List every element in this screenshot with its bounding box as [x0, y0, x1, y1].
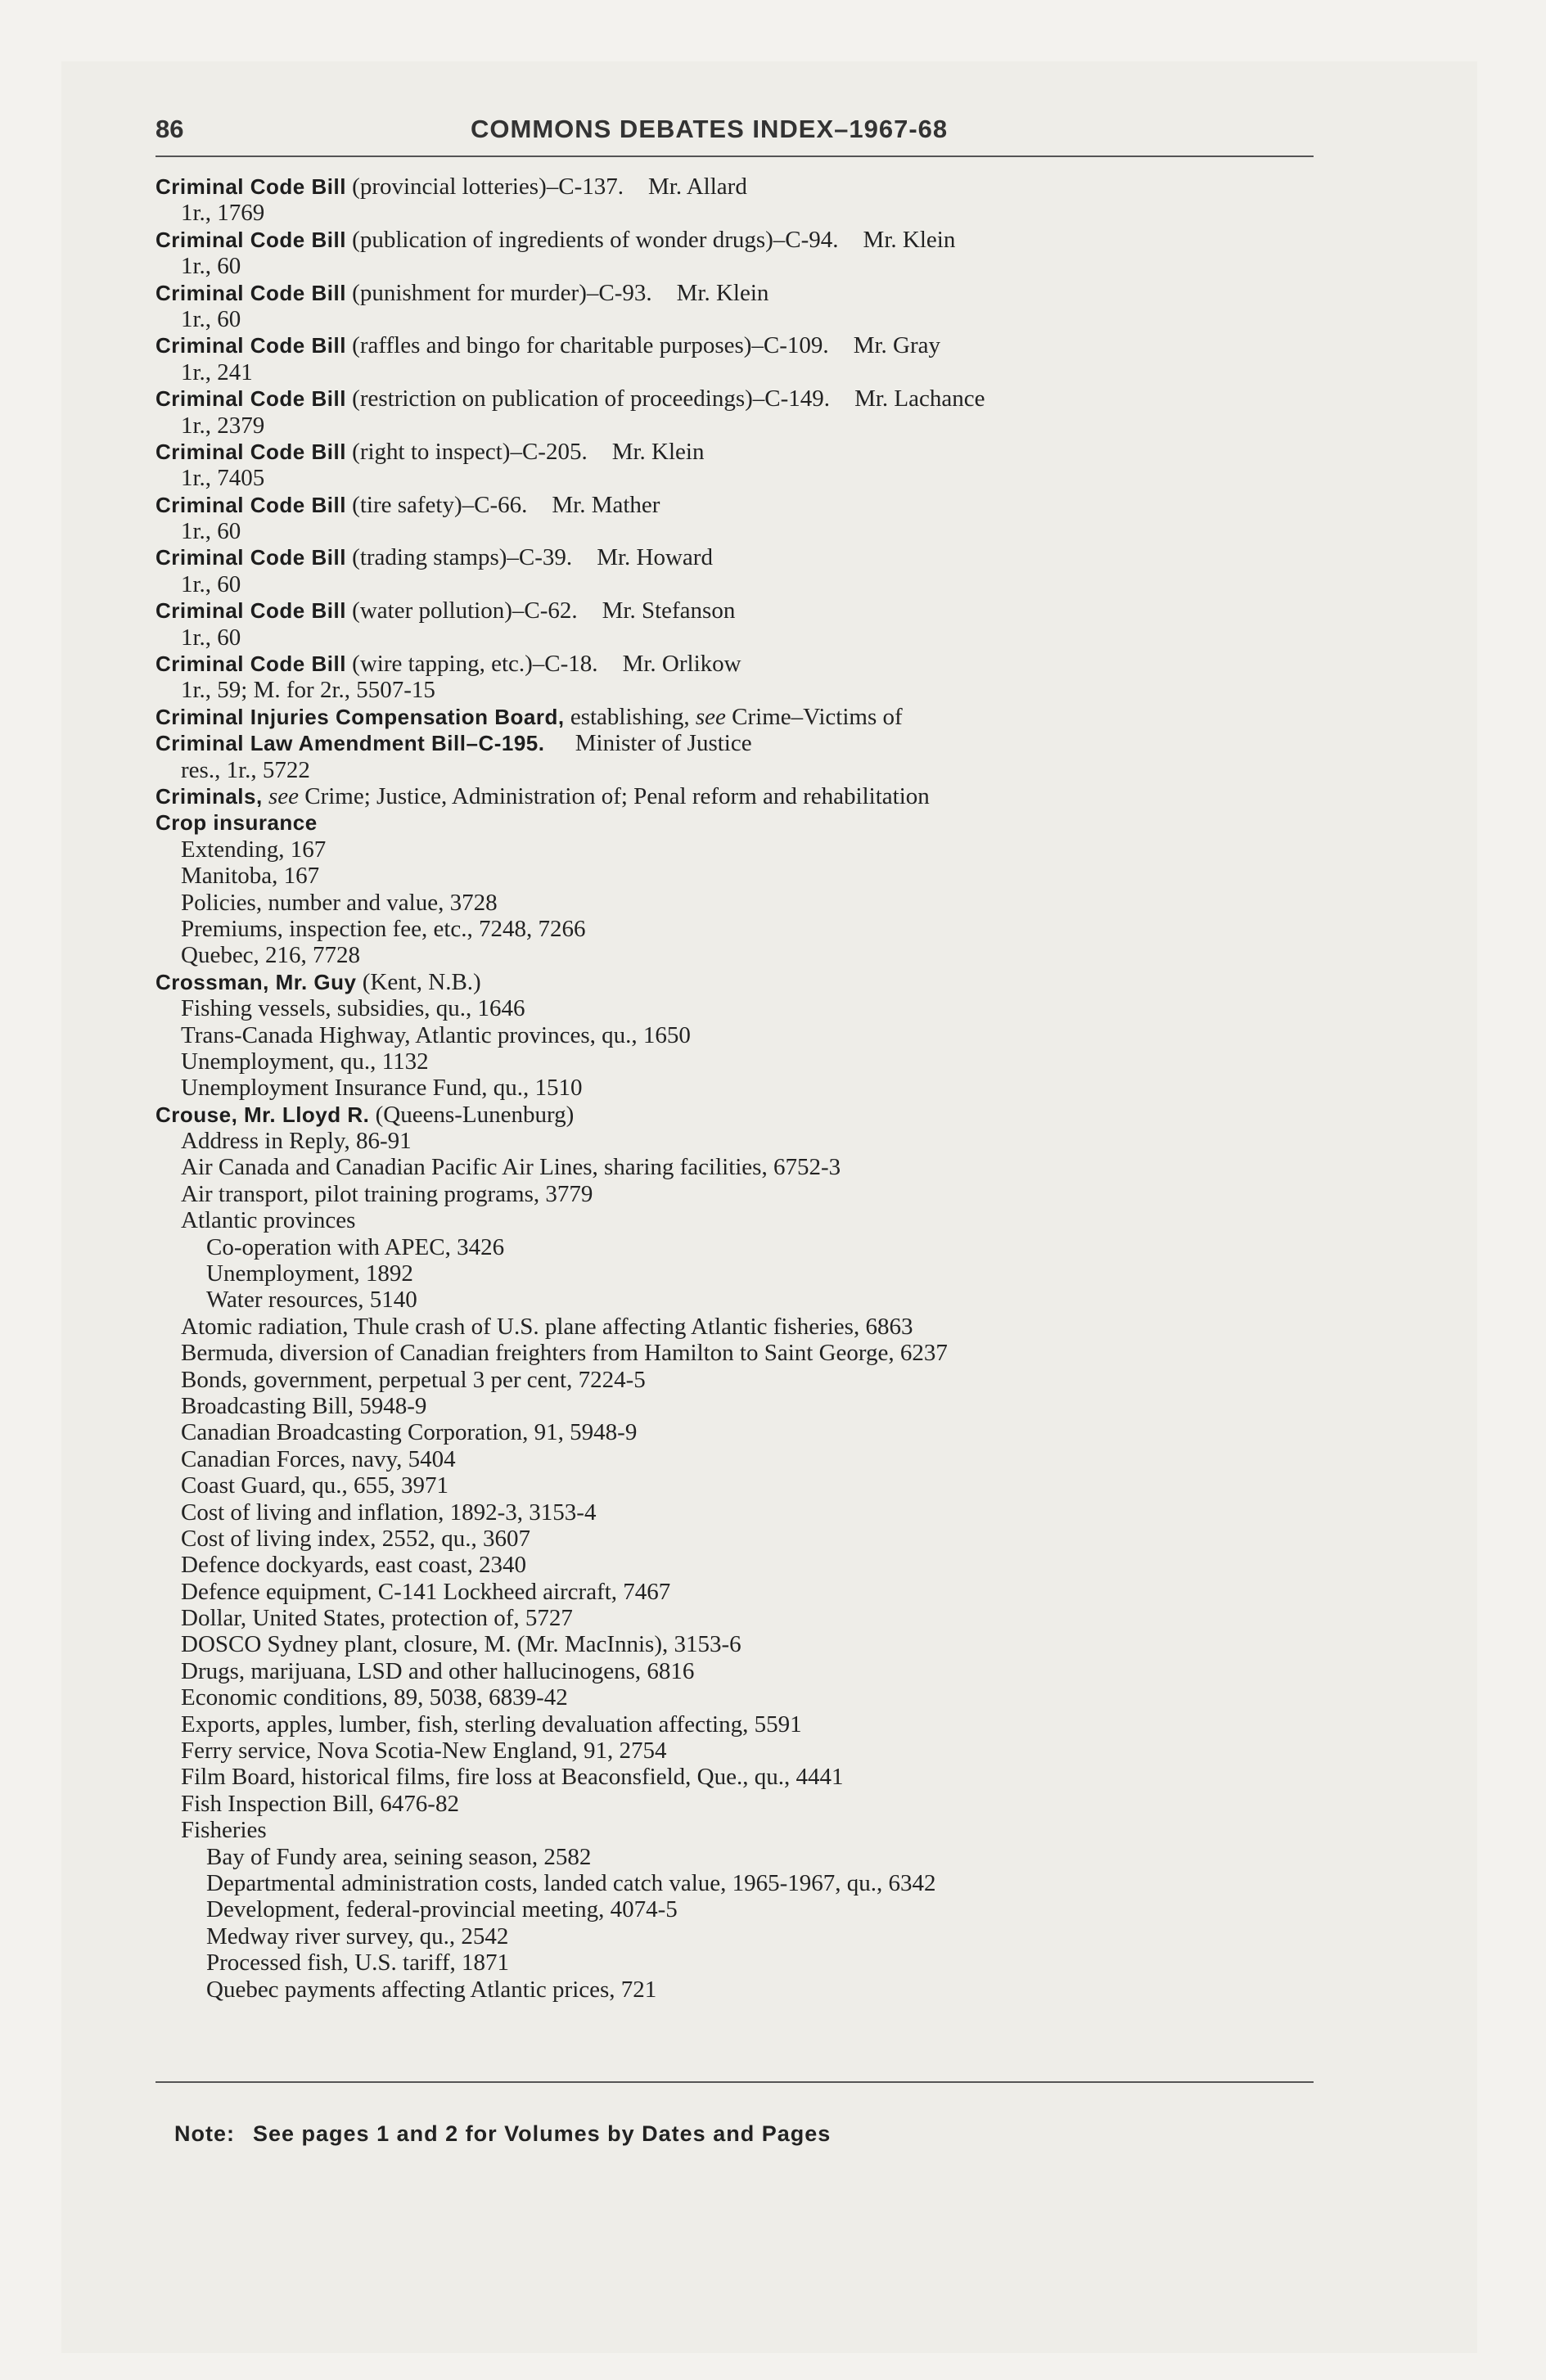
entry-heading: Crossman, Mr. Guy: [156, 969, 357, 994]
entry-text: Dollar, United States, protection of, 5727: [181, 1605, 573, 1632]
entry-text: Bonds, government, perpetual 3 per cent, 7224-5: [181, 1366, 646, 1393]
page-number: 86: [156, 115, 184, 143]
index-heading-line: [156, 704, 1350, 730]
entry-text: Unemployment Insurance Fund, qu., 1510: [181, 1075, 583, 1102]
index-subentry-line: [156, 942, 1350, 968]
entry-text: Processed fish, U.S. tariff, 1871: [206, 1950, 509, 1977]
index-subentry-line: [156, 1631, 1350, 1657]
entry-heading: Criminal Code Bill: [156, 545, 346, 570]
index-subentry-line: [156, 624, 1350, 651]
index-subentry-line: [156, 1022, 1350, 1048]
note-text: See pages 1 and 2 for Volumes by Dates and Pages: [253, 2121, 832, 2146]
entry-heading: Criminal Injuries Compensation Board,: [156, 704, 565, 729]
entry-heading: Criminal Code Bill: [156, 174, 346, 199]
entry-text: 1r., 60: [181, 253, 241, 280]
index-subentry-line: [156, 1870, 1350, 1896]
index-subentry-line: [156, 916, 1350, 942]
entry-text: Exports, apples, lumber, fish, sterling devaluation affecting, 5591: [181, 1711, 802, 1738]
entry-text: 1r., 60: [181, 570, 241, 597]
see-reference: see: [695, 703, 726, 730]
index-subentry-line: [156, 890, 1350, 916]
index-heading-line: [156, 544, 1350, 570]
entry-text: 1r., 60: [181, 305, 241, 332]
entry-heading: Crop insurance: [156, 810, 318, 836]
header-title: COMMONS DEBATES INDEX–1967-68: [471, 115, 949, 143]
index-subentry-line: [156, 1817, 1350, 1843]
entry-text: Water resources, 5140: [206, 1287, 417, 1314]
entry-text: Atomic radiation, Thule crash of U.S. plane affecting Atlantic fisheries, 6863: [181, 1313, 913, 1340]
index-subentry-line: [156, 359, 1350, 385]
index-heading-line: [156, 1102, 1350, 1128]
entry-text: Medway river survey, qu., 2542: [206, 1922, 509, 1950]
index-subentry-line: [156, 1791, 1350, 1817]
entry-text: 1r., 60: [181, 518, 241, 545]
index-entries: [156, 174, 1350, 2003]
entry-text: Ferry service, Nova Scotia-New England, 91, 2754: [181, 1738, 667, 1765]
entry-text: (publication of ingredients of wonder drugs)–C-94.: [352, 226, 839, 253]
entry-text: Air transport, pilot training programs, 3779: [181, 1180, 593, 1207]
index-subentry-line: [156, 412, 1350, 439]
entry-text: Trans-Canada Highway, Atlantic provinces, qu., 1650: [181, 1021, 691, 1048]
entry-text: Premiums, inspection fee, etc., 7248, 7266: [181, 915, 586, 942]
entry-text: (Kent, N.B.): [362, 968, 481, 995]
entry-text: (water pollution)–C-62.: [352, 597, 578, 624]
entry-sponsor: Mr. Howard: [597, 544, 713, 571]
entry-text: Quebec payments affecting Atlantic prices, 721: [206, 1976, 657, 2003]
entry-text: Unemployment, 1892: [206, 1260, 413, 1287]
index-subentry-line: [156, 1393, 1350, 1419]
entry-sponsor: Mr. Allard: [647, 174, 747, 200]
entry-heading: Criminal Code Bill: [156, 227, 346, 252]
entry-sponsor: Mr. Lachance: [854, 385, 985, 412]
entry-text: (restriction on publication of proceedings)–C-149.: [352, 385, 831, 412]
index-heading-line: [156, 783, 1350, 809]
index-heading-line: [156, 174, 1350, 200]
entry-heading: Criminal Code Bill: [156, 280, 346, 305]
entry-sponsor: Mr. Klein: [611, 438, 705, 465]
entry-text: (trading stamps)–C-39.: [352, 544, 573, 571]
entry-text: DOSCO Sydney plant, closure, M. (Mr. MacInnis), 3153-6: [181, 1631, 741, 1658]
see-reference: see: [268, 782, 299, 809]
index-subentry-line: [156, 1128, 1350, 1154]
index-subentry-line: [156, 1579, 1350, 1605]
entry-sponsor: Mr. Klein: [863, 226, 956, 253]
index-subentry-line: [156, 1207, 1350, 1233]
entry-text: (punishment for murder)–C-93.: [352, 279, 652, 306]
index-subentry-line: [156, 1154, 1350, 1180]
index-heading-line: [156, 385, 1350, 412]
entry-text: 1r., 60: [181, 624, 241, 651]
entry-text: Cost of living index, 2552, qu., 3607: [181, 1525, 530, 1552]
entry-text: Film Board, historical films, fire loss at Beaconsfield, Que., qu., 4441: [181, 1764, 844, 1791]
entry-text: Broadcasting Bill, 5948-9: [181, 1392, 427, 1419]
index-subentry-line: [156, 1234, 1350, 1260]
index-heading-line: [156, 280, 1350, 306]
index-heading-line: [156, 492, 1350, 518]
entry-text: Departmental administration costs, landed catch value, 1965-1967, qu., 6342: [206, 1870, 936, 1896]
entry-text: (provincial lotteries)–C-137.: [352, 174, 624, 200]
entry-text: Defence dockyards, east coast, 2340: [181, 1552, 526, 1579]
entry-heading: Criminal Law Amendment Bill–C-195.: [156, 731, 545, 756]
index-subentry-line: [156, 1314, 1350, 1340]
entry-text: Quebec, 216, 7728: [181, 942, 361, 969]
index-subentry-line: [156, 1526, 1350, 1552]
entry-sponsor: Mr. Klein: [676, 279, 769, 306]
index-subentry-line: [156, 1764, 1350, 1790]
index-heading-line: [156, 439, 1350, 465]
entry-text: Canadian Broadcasting Corporation, 91, 5948-9: [181, 1419, 638, 1446]
entry-heading: Criminal Code Bill: [156, 651, 346, 677]
index-heading-line: [156, 597, 1350, 624]
entry-sponsor: Mr. Stefanson: [602, 597, 736, 624]
entry-heading: Criminal Code Bill: [156, 439, 346, 464]
entry-sponsor: Mr. Orlikow: [622, 651, 741, 678]
index-subentry-line: [156, 1446, 1350, 1472]
entry-text: Manitoba, 167: [181, 863, 320, 890]
index-subentry-line: [156, 1048, 1350, 1075]
entry-text: Development, federal-provincial meeting, 4074-5: [206, 1896, 678, 1923]
entry-text: 1r., 2379: [181, 412, 265, 439]
index-subentry-line: [156, 1605, 1350, 1631]
index-subentry-line: [156, 677, 1350, 703]
entry-text: (tire safety)–C-66.: [352, 491, 528, 518]
index-subentry-line: [156, 1552, 1350, 1578]
index-subentry-line: [156, 1684, 1350, 1711]
entry-sponsor: Mr. Gray: [853, 332, 941, 359]
entry-sponsor: Minister of Justice: [575, 730, 752, 757]
entry-text: Atlantic provinces: [181, 1207, 356, 1234]
index-heading-line: [156, 809, 1350, 836]
entry-text: Co-operation with APEC, 3426: [206, 1233, 505, 1260]
index-subentry-line: [156, 1950, 1350, 1976]
index-subentry-line: [156, 465, 1350, 491]
entry-text: res., 1r., 5722: [181, 756, 310, 783]
entry-heading: Crouse, Mr. Lloyd R.: [156, 1102, 370, 1127]
index-subentry-line: [156, 571, 1350, 597]
entry-text: Economic conditions, 89, 5038, 6839-42: [181, 1684, 568, 1711]
footer-note: [174, 2121, 831, 2147]
index-subentry-line: [156, 1340, 1350, 1366]
entry-text: Bay of Fundy area, seining season, 2582: [206, 1843, 592, 1870]
index-subentry-line: [156, 1419, 1350, 1445]
index-heading-line: [156, 969, 1350, 995]
entry-text: Extending, 167: [181, 836, 327, 863]
index-heading-line: [156, 730, 1350, 756]
entry-text: (Queens-Lunenburg): [375, 1101, 575, 1128]
entry-heading: Criminals,: [156, 783, 263, 809]
index-subentry-line: [156, 1181, 1350, 1207]
index-subentry-line: [156, 1075, 1350, 1101]
entry-text: Fish Inspection Bill, 6476-82: [181, 1790, 459, 1817]
index-subentry-line: [156, 306, 1350, 332]
entry-text: (right to inspect)–C-205.: [352, 438, 588, 465]
entry-text: Canadian Forces, navy, 5404: [181, 1445, 456, 1472]
index-heading-line: [156, 227, 1350, 253]
entry-text: Coast Guard, qu., 655, 3971: [181, 1472, 449, 1499]
index-subentry-line: [156, 1260, 1350, 1287]
index-subentry-line: [156, 1367, 1350, 1393]
entry-text: (raffles and bingo for charitable purposes)–C-109.: [352, 332, 829, 359]
index-subentry-line: [156, 1499, 1350, 1526]
entry-text: Fisheries: [181, 1817, 267, 1844]
index-subentry-line: [156, 836, 1350, 863]
entry-text: Fishing vessels, subsidies, qu., 1646: [181, 995, 525, 1022]
entry-heading: Criminal Code Bill: [156, 492, 346, 517]
entry-text: Unemployment, qu., 1132: [181, 1048, 429, 1075]
index-subentry-line: [156, 995, 1350, 1021]
index-subentry-line: [156, 518, 1350, 544]
index-subentry-line: [156, 1738, 1350, 1764]
entry-text: Policies, number and value, 3728: [181, 889, 498, 916]
index-subentry-line: [156, 1287, 1350, 1313]
index-subentry-line: [156, 1711, 1350, 1738]
entry-heading: Criminal Code Bill: [156, 333, 346, 358]
index-subentry-line: [156, 253, 1350, 279]
entry-text: 1r., 59; M. for 2r., 5507-15: [181, 677, 435, 704]
index-subentry-line: [156, 1923, 1350, 1950]
entry-heading: Criminal Code Bill: [156, 598, 346, 624]
entry-heading: Criminal Code Bill: [156, 386, 346, 412]
see-target: Crime; Justice, Administration of; Penal reform and rehabilitation: [304, 782, 930, 809]
entry-text: Cost of living and inflation, 1892-3, 3153-4: [181, 1499, 597, 1526]
entry-text: Drugs, marijuana, LSD and other hallucinogens, 6816: [181, 1657, 695, 1684]
index-subentry-line: [156, 863, 1350, 889]
entry-text: Air Canada and Canadian Pacific Air Lines, sharing facilities, 6752-3: [181, 1154, 841, 1181]
entry-text: establishing,: [570, 703, 690, 730]
index-subentry-line: [156, 1896, 1350, 1922]
index-subentry-line: [156, 1977, 1350, 2003]
header-rule: [156, 156, 1314, 157]
index-subentry-line: [156, 1844, 1350, 1870]
entry-text: Address in Reply, 86-91: [181, 1128, 412, 1155]
entry-text: 1r., 1769: [181, 200, 265, 227]
index-subentry-line: [156, 1658, 1350, 1684]
entry-text: (wire tapping, etc.)–C-18.: [352, 651, 598, 678]
index-subentry-line: [156, 200, 1350, 226]
entry-sponsor: Mr. Mather: [552, 491, 660, 518]
note-label: Note:: [174, 2121, 235, 2146]
index-heading-line: [156, 332, 1350, 358]
entry-text: 1r., 7405: [181, 465, 265, 492]
entry-text: Defence equipment, C-141 Lockheed aircraft, 7467: [181, 1578, 671, 1605]
entry-text: 1r., 241: [181, 358, 253, 385]
entry-text: Bermuda, diversion of Canadian freighters from Hamilton to Saint George, 6237: [181, 1340, 948, 1367]
index-heading-line: [156, 651, 1350, 677]
index-subentry-line: [156, 1472, 1350, 1499]
index-subentry-line: [156, 757, 1350, 783]
see-target: Crime–Victims of: [732, 703, 903, 730]
footer-rule: [156, 2081, 1314, 2083]
